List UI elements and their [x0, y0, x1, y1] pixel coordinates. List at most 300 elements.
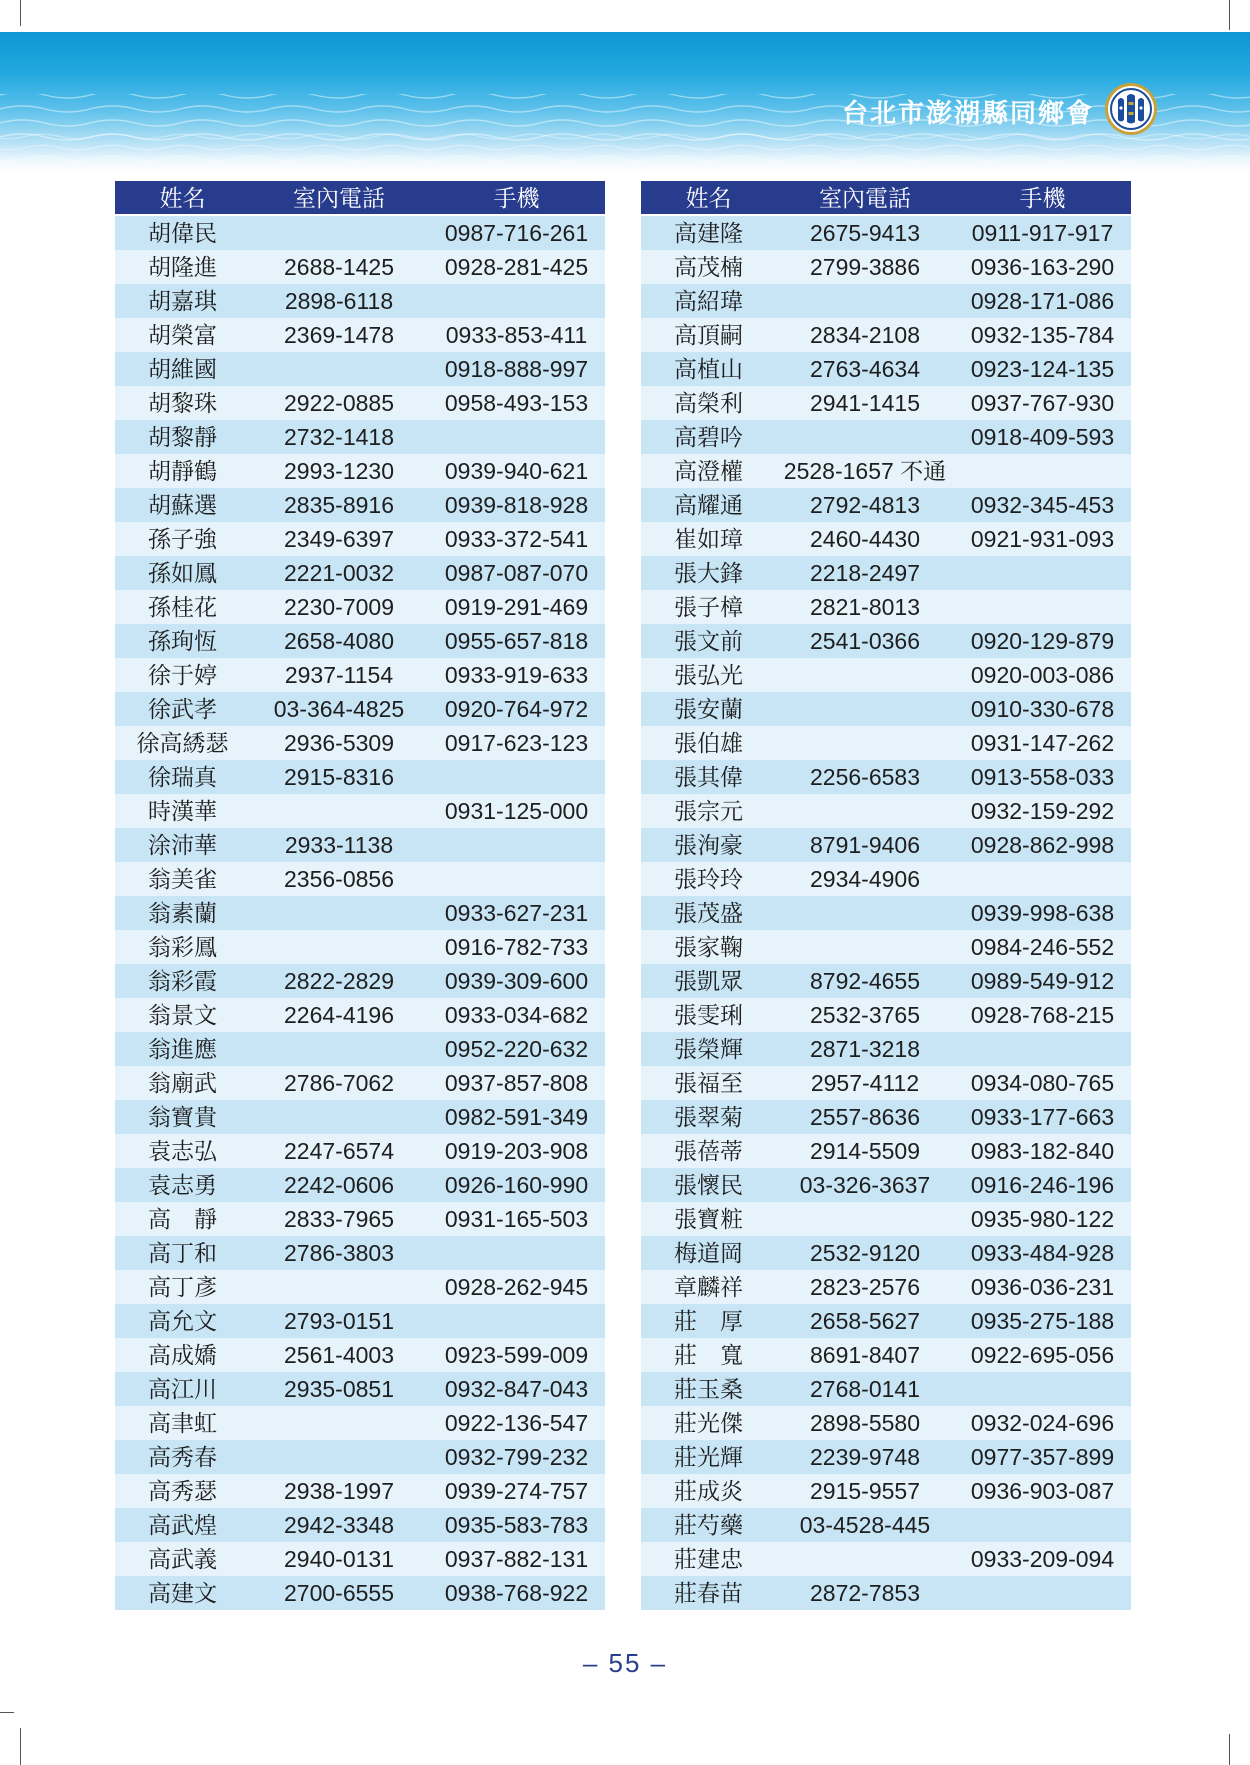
home-phone-cell: 2239-9748 [810, 1444, 920, 1470]
mobile-phone-cell: 0928-262-945 [444, 1274, 589, 1300]
table-body [641, 216, 1131, 1610]
table-row [115, 1338, 605, 1372]
table-row [641, 1134, 1131, 1168]
table-row [115, 1508, 605, 1542]
name-cell: 高建文 [148, 1580, 217, 1606]
mobile-phone-cell: 0939-274-757 [444, 1478, 589, 1504]
name-cell: 高紹瑋 [674, 288, 743, 314]
table-header [641, 181, 1131, 214]
home-phone-cell: 2934-4906 [810, 866, 920, 892]
mobile-phone-cell: 0935-980-122 [970, 1206, 1115, 1232]
name-cell: 莊玉桑 [674, 1376, 743, 1402]
home-phone-cell: 2675-9413 [810, 220, 920, 246]
table-row [641, 352, 1131, 386]
name-cell: 莊成炎 [674, 1478, 743, 1504]
name-cell: 高江川 [148, 1376, 217, 1402]
table-row [641, 1542, 1131, 1576]
mobile-phone-cell: 0933-627-231 [444, 900, 589, 926]
home-phone-cell: 2688-1425 [284, 254, 394, 280]
mobile-phone-cell: 0936-903-087 [970, 1478, 1115, 1504]
home-phone-cell: 2936-5309 [284, 730, 394, 756]
name-cell: 張榮輝 [674, 1036, 743, 1062]
name-cell: 孫珣恆 [148, 628, 217, 654]
home-phone-cell: 2941-1415 [810, 390, 920, 416]
home-phone-cell: 2349-6397 [284, 526, 394, 552]
name-cell: 胡隆進 [148, 254, 217, 280]
table-row [115, 1542, 605, 1576]
table-row [641, 794, 1131, 828]
mobile-phone-cell: 0933-853-411 [445, 322, 588, 348]
name-cell: 孫子強 [148, 526, 217, 552]
mobile-phone-cell: 0938-768-922 [444, 1580, 589, 1606]
mobile-phone-cell: 0931-125-000 [444, 798, 589, 824]
mobile-phone-cell: 0932-799-232 [444, 1444, 589, 1470]
name-cell: 高耀通 [674, 492, 743, 518]
home-phone-cell: 03-4528-445 [799, 1512, 931, 1538]
column-header-name: 姓名 [159, 184, 206, 211]
home-phone-cell: 2700-6555 [284, 1580, 394, 1606]
home-phone-cell: 2247-6574 [284, 1138, 394, 1164]
table-row [641, 658, 1131, 692]
table-row [115, 1066, 605, 1100]
mobile-phone-cell: 0928-171-086 [970, 288, 1115, 314]
directory-table-right [641, 181, 1131, 1610]
name-cell: 胡蘇選 [148, 492, 217, 518]
name-cell: 高碧吟 [674, 424, 743, 450]
table-row [115, 284, 605, 318]
name-cell: 莊建忠 [674, 1546, 743, 1572]
home-phone-cell: 2933-1138 [284, 832, 394, 858]
table-row [115, 1576, 605, 1610]
table-row [641, 1406, 1131, 1440]
home-phone-cell: 2230-7009 [284, 594, 394, 620]
home-phone-cell: 2242-0606 [284, 1172, 394, 1198]
home-phone-cell: 2938-1997 [284, 1478, 394, 1504]
mobile-phone-cell: 0916-246-196 [970, 1172, 1115, 1198]
mobile-phone-cell: 0933-209-094 [970, 1546, 1115, 1572]
table-row [115, 1202, 605, 1236]
table-row [115, 1372, 605, 1406]
mobile-phone-cell: 0918-409-593 [970, 424, 1115, 450]
mobile-phone-cell: 0916-782-733 [444, 934, 589, 960]
home-phone-cell: 2823-2576 [810, 1274, 920, 1300]
name-cell: 袁志勇 [148, 1172, 217, 1198]
name-cell: 高澄權 [674, 458, 743, 484]
table-row [115, 930, 605, 964]
table-row [115, 352, 605, 386]
mobile-phone-cell: 0921-931-093 [970, 526, 1115, 552]
mobile-phone-cell: 0984-246-552 [970, 934, 1115, 960]
home-phone-cell: 2834-2108 [810, 322, 920, 348]
home-phone-cell: 2914-5509 [810, 1138, 920, 1164]
name-cell: 張伯雄 [674, 730, 743, 756]
name-cell: 徐于婷 [148, 662, 217, 688]
home-phone-cell: 2763-4634 [810, 356, 920, 382]
name-cell: 翁彩鳳 [148, 934, 217, 960]
directory-table-left [115, 181, 605, 1610]
table-row [641, 896, 1131, 930]
home-phone-cell: 2993-1230 [284, 458, 394, 484]
mobile-phone-cell: 0935-275-188 [970, 1308, 1115, 1334]
table-row [641, 1202, 1131, 1236]
mobile-phone-cell: 0917-623-123 [444, 730, 589, 756]
mobile-phone-cell: 0939-998-638 [970, 900, 1115, 926]
table-row [641, 250, 1131, 284]
table-row [641, 1304, 1131, 1338]
home-phone-cell: 2915-9557 [810, 1478, 920, 1504]
name-cell: 高聿虹 [148, 1410, 217, 1436]
name-cell: 翁素蘭 [148, 900, 217, 926]
name-cell: 張蓓蒂 [674, 1138, 743, 1164]
home-phone-cell: 2532-9120 [810, 1240, 920, 1266]
table-row [641, 760, 1131, 794]
mobile-phone-cell: 0928-281-425 [444, 254, 589, 280]
name-cell: 翁彩霞 [148, 968, 217, 994]
mobile-phone-cell: 0932-135-784 [970, 322, 1115, 348]
name-cell: 高頂嗣 [674, 322, 743, 348]
home-phone-cell: 2872-7853 [810, 1580, 920, 1606]
home-phone-cell: 03-364-4825 [273, 696, 405, 722]
mobile-phone-cell: 0911-917-917 [971, 220, 1114, 246]
name-cell: 張雯琍 [674, 1002, 743, 1028]
name-cell: 莊 寬 [674, 1342, 743, 1368]
mobile-phone-cell: 0933-177-663 [970, 1104, 1115, 1130]
mobile-phone-cell: 0926-160-990 [444, 1172, 589, 1198]
name-cell: 徐高綉瑟 [136, 730, 229, 756]
mobile-phone-cell: 0989-549-912 [970, 968, 1115, 994]
mobile-phone-cell: 0913-558-033 [970, 764, 1115, 790]
name-cell: 張寶粧 [674, 1206, 743, 1232]
mobile-phone-cell: 0933-372-541 [444, 526, 589, 552]
name-cell: 高武煌 [148, 1512, 217, 1538]
home-phone-cell: 2658-5627 [810, 1308, 920, 1334]
table-row [115, 1134, 605, 1168]
mobile-phone-cell: 0923-599-009 [444, 1342, 589, 1368]
table-row [115, 760, 605, 794]
column-header-home-phone: 室內電話 [819, 184, 911, 211]
mobile-phone-cell: 0955-657-818 [444, 628, 589, 654]
mobile-phone-cell: 0933-919-633 [444, 662, 589, 688]
name-cell: 章麟祥 [674, 1274, 743, 1300]
name-cell: 張洵豪 [674, 832, 743, 858]
name-cell: 張大鋒 [674, 560, 743, 586]
table-row [115, 1236, 605, 1270]
home-phone-cell: 2561-4003 [284, 1342, 394, 1368]
crop-mark-bottom-left [20, 1728, 21, 1765]
home-phone-cell: 2833-7965 [284, 1206, 394, 1232]
name-cell: 莊芍藥 [674, 1512, 743, 1538]
home-phone-cell: 2369-1478 [284, 322, 394, 348]
name-cell: 張懷民 [674, 1172, 743, 1198]
name-cell: 翁美雀 [148, 866, 217, 892]
home-phone-cell: 2898-6118 [284, 288, 394, 314]
name-cell: 張玲玲 [674, 866, 743, 892]
column-header-mobile: 手機 [1019, 184, 1066, 211]
table-row [641, 556, 1131, 590]
mobile-phone-cell: 0933-484-928 [970, 1240, 1115, 1266]
table-row [115, 1032, 605, 1066]
home-phone-cell: 2942-3348 [284, 1512, 394, 1538]
name-cell: 時漢華 [148, 798, 217, 824]
table-row [641, 454, 1131, 488]
table-row [115, 1100, 605, 1134]
name-cell: 莊光傑 [674, 1410, 743, 1436]
table-row [115, 658, 605, 692]
home-phone-cell: 2460-4430 [810, 526, 920, 552]
table-row [115, 726, 605, 760]
home-phone-cell: 2793-0151 [284, 1308, 394, 1334]
mobile-phone-cell: 0922-695-056 [970, 1342, 1115, 1368]
crop-mark-bottom-right [1229, 1734, 1230, 1765]
mobile-phone-cell: 0928-768-215 [970, 1002, 1115, 1028]
name-cell: 胡黎珠 [148, 390, 217, 416]
association-title: 台北市澎湖縣同鄉會 [842, 98, 1095, 128]
name-cell: 張宗元 [674, 798, 743, 824]
name-cell: 張弘光 [674, 662, 743, 688]
table-row [641, 1508, 1131, 1542]
mobile-phone-cell: 0937-767-930 [970, 390, 1115, 416]
home-phone-cell: 2221-0032 [284, 560, 394, 586]
name-cell: 高建隆 [674, 220, 743, 246]
name-cell: 翁寶貴 [148, 1104, 217, 1130]
name-cell: 徐瑞真 [148, 764, 217, 790]
name-cell: 張凱眾 [674, 968, 743, 994]
home-phone-cell: 2792-4813 [810, 492, 920, 518]
name-cell: 胡榮富 [148, 322, 217, 348]
mobile-phone-cell: 0958-493-153 [444, 390, 589, 416]
home-phone-cell: 2256-6583 [810, 764, 920, 790]
home-phone-cell: 2822-2829 [284, 968, 394, 994]
mobile-phone-cell: 0928-862-998 [970, 832, 1115, 858]
mobile-phone-cell: 0920-764-972 [444, 696, 589, 722]
table-row [115, 862, 605, 896]
name-cell: 高植山 [674, 356, 743, 382]
mobile-phone-cell: 0932-159-292 [970, 798, 1115, 824]
name-cell: 孫如鳳 [148, 560, 217, 586]
mobile-phone-cell: 0936-163-290 [970, 254, 1115, 280]
name-cell: 胡嘉琪 [148, 288, 217, 314]
mobile-phone-cell: 0939-818-928 [444, 492, 589, 518]
home-phone-cell: 2957-4112 [810, 1070, 920, 1096]
table-row [115, 828, 605, 862]
table-row [115, 556, 605, 590]
name-cell: 徐武孝 [148, 696, 217, 722]
name-cell: 崔如璋 [674, 526, 743, 552]
table-row [641, 726, 1131, 760]
home-phone-cell: 8792-4655 [810, 968, 920, 994]
mobile-phone-cell: 0922-136-547 [444, 1410, 589, 1436]
mobile-phone-cell: 0937-857-808 [444, 1070, 589, 1096]
mobile-phone-cell: 0918-888-997 [444, 356, 589, 382]
name-cell: 翁進應 [148, 1036, 217, 1062]
name-cell: 涂沛華 [148, 832, 217, 858]
name-cell: 孫桂花 [148, 594, 217, 620]
table-row [641, 1236, 1131, 1270]
table-row [115, 1270, 605, 1304]
name-cell: 高成嬌 [148, 1342, 217, 1368]
table-row [641, 930, 1131, 964]
table-row [641, 1270, 1131, 1304]
crop-mark-bottom-left-h [0, 1712, 14, 1713]
table-row [641, 318, 1131, 352]
crop-mark-top-right [1229, 0, 1230, 30]
table-row [641, 862, 1131, 896]
table-row [641, 998, 1131, 1032]
table-row [641, 1066, 1131, 1100]
table-row [641, 1576, 1131, 1610]
mobile-phone-cell: 0939-940-621 [444, 458, 589, 484]
mobile-phone-cell: 0939-309-600 [444, 968, 589, 994]
table-row [115, 318, 605, 352]
home-phone-cell: 2264-4196 [284, 1002, 394, 1028]
column-header-home-phone: 室內電話 [293, 184, 385, 211]
table-row [115, 1168, 605, 1202]
table-row [641, 964, 1131, 998]
name-cell: 袁志弘 [148, 1138, 217, 1164]
name-cell: 胡維國 [148, 356, 217, 382]
name-cell: 張文前 [674, 628, 743, 654]
table-row [641, 1100, 1131, 1134]
mobile-phone-cell: 0934-080-765 [970, 1070, 1115, 1096]
table-row [115, 624, 605, 658]
mobile-phone-cell: 0920-129-879 [970, 628, 1115, 654]
crop-mark-top-left [20, 0, 21, 26]
mobile-phone-cell: 0952-220-632 [444, 1036, 589, 1062]
table-row [641, 692, 1131, 726]
table-row [115, 590, 605, 624]
table-row [115, 522, 605, 556]
table-row [641, 1032, 1131, 1066]
table-row [115, 1474, 605, 1508]
home-phone-cell: 2871-3218 [810, 1036, 920, 1062]
name-cell: 莊春苗 [674, 1580, 743, 1606]
home-phone-cell: 2915-8316 [284, 764, 394, 790]
home-phone-cell: 2786-7062 [284, 1070, 394, 1096]
home-phone-cell: 8791-9406 [810, 832, 920, 858]
home-phone-cell: 2940-0131 [284, 1546, 394, 1572]
home-phone-cell: 2658-4080 [284, 628, 394, 654]
mobile-phone-cell: 0920-003-086 [970, 662, 1115, 688]
home-phone-cell: 2356-0856 [284, 866, 394, 892]
name-cell: 張安蘭 [674, 696, 743, 722]
table-row [641, 624, 1131, 658]
table-row [115, 896, 605, 930]
name-cell: 張茂盛 [674, 900, 743, 926]
name-cell: 梅道岡 [674, 1240, 743, 1266]
mobile-phone-cell: 0937-882-131 [444, 1546, 589, 1572]
column-header-mobile: 手機 [493, 184, 540, 211]
table-row [641, 386, 1131, 420]
table-row [641, 1474, 1131, 1508]
name-cell: 張福至 [674, 1070, 743, 1096]
name-cell: 高丁彥 [148, 1274, 217, 1300]
table-row [641, 216, 1131, 250]
mobile-phone-cell: 0935-583-783 [444, 1512, 589, 1538]
home-phone-cell: 2922-0885 [284, 390, 394, 416]
home-phone-cell: 03-326-3637 [799, 1172, 931, 1198]
name-cell: 張翠菊 [674, 1104, 743, 1130]
column-header-name: 姓名 [685, 184, 732, 211]
table-row [641, 488, 1131, 522]
home-phone-cell: 2821-8013 [810, 594, 920, 620]
table-row [641, 1372, 1131, 1406]
name-cell: 胡靜鶴 [148, 458, 217, 484]
name-cell: 莊 厚 [674, 1308, 743, 1334]
mobile-phone-cell: 0983-182-840 [970, 1138, 1115, 1164]
mobile-phone-cell: 0919-291-469 [444, 594, 589, 620]
mobile-phone-cell: 0923-124-135 [970, 356, 1115, 382]
table-row [115, 488, 605, 522]
home-phone-cell: 2557-8636 [810, 1104, 920, 1130]
table-row [641, 1168, 1131, 1202]
home-phone-cell: 2768-0141 [810, 1376, 920, 1402]
home-phone-cell: 2935-0851 [284, 1376, 394, 1402]
home-phone-cell: 2528-1657 不通 [783, 458, 947, 484]
home-phone-cell: 8691-8407 [810, 1342, 920, 1368]
home-phone-cell: 2218-2497 [810, 560, 920, 586]
table-row [115, 1406, 605, 1440]
home-phone-cell: 2786-3803 [284, 1240, 394, 1266]
name-cell: 張其偉 [674, 764, 743, 790]
home-phone-cell: 2937-1154 [284, 662, 394, 688]
mobile-phone-cell: 0932-847-043 [444, 1376, 589, 1402]
table-row [641, 522, 1131, 556]
table-row [115, 964, 605, 998]
table-row [115, 1304, 605, 1338]
name-cell: 高丁和 [148, 1240, 217, 1266]
name-cell: 張家鞠 [674, 934, 743, 960]
name-cell: 莊光輝 [674, 1444, 743, 1470]
table-row [641, 420, 1131, 454]
mobile-phone-cell: 0932-024-696 [970, 1410, 1115, 1436]
table-row [641, 1440, 1131, 1474]
mobile-phone-cell: 0936-036-231 [970, 1274, 1115, 1300]
table-row [115, 386, 605, 420]
name-cell: 高茂楠 [674, 254, 743, 280]
name-cell: 胡偉民 [148, 220, 217, 246]
home-phone-cell: 2799-3886 [810, 254, 920, 280]
home-phone-cell: 2898-5580 [810, 1410, 920, 1436]
mobile-phone-cell: 0932-345-453 [970, 492, 1115, 518]
table-row [115, 216, 605, 250]
name-cell: 翁景文 [148, 1002, 217, 1028]
association-seal-icon [1104, 82, 1158, 136]
name-cell: 高允文 [148, 1308, 217, 1334]
table-row [641, 590, 1131, 624]
mobile-phone-cell: 0987-087-070 [444, 560, 589, 586]
table-body [115, 216, 605, 1610]
table-row [115, 998, 605, 1032]
table-row [641, 828, 1131, 862]
table-row [641, 284, 1131, 318]
name-cell: 高秀春 [148, 1444, 217, 1470]
mobile-phone-cell: 0977-357-899 [970, 1444, 1115, 1470]
table-row [115, 794, 605, 828]
mobile-phone-cell: 0919-203-908 [444, 1138, 589, 1164]
name-cell: 高 靜 [148, 1206, 217, 1232]
home-phone-cell: 2835-8916 [284, 492, 394, 518]
home-phone-cell: 2732-1418 [284, 424, 394, 450]
mobile-phone-cell: 0987-716-261 [444, 220, 589, 246]
name-cell: 高秀瑟 [148, 1478, 217, 1504]
home-phone-cell: 2532-3765 [810, 1002, 920, 1028]
table-row [115, 454, 605, 488]
mobile-phone-cell: 0931-147-262 [970, 730, 1115, 756]
mobile-phone-cell: 0982-591-349 [444, 1104, 589, 1130]
table-row [115, 420, 605, 454]
table-row [115, 1440, 605, 1474]
table-header [115, 181, 605, 214]
